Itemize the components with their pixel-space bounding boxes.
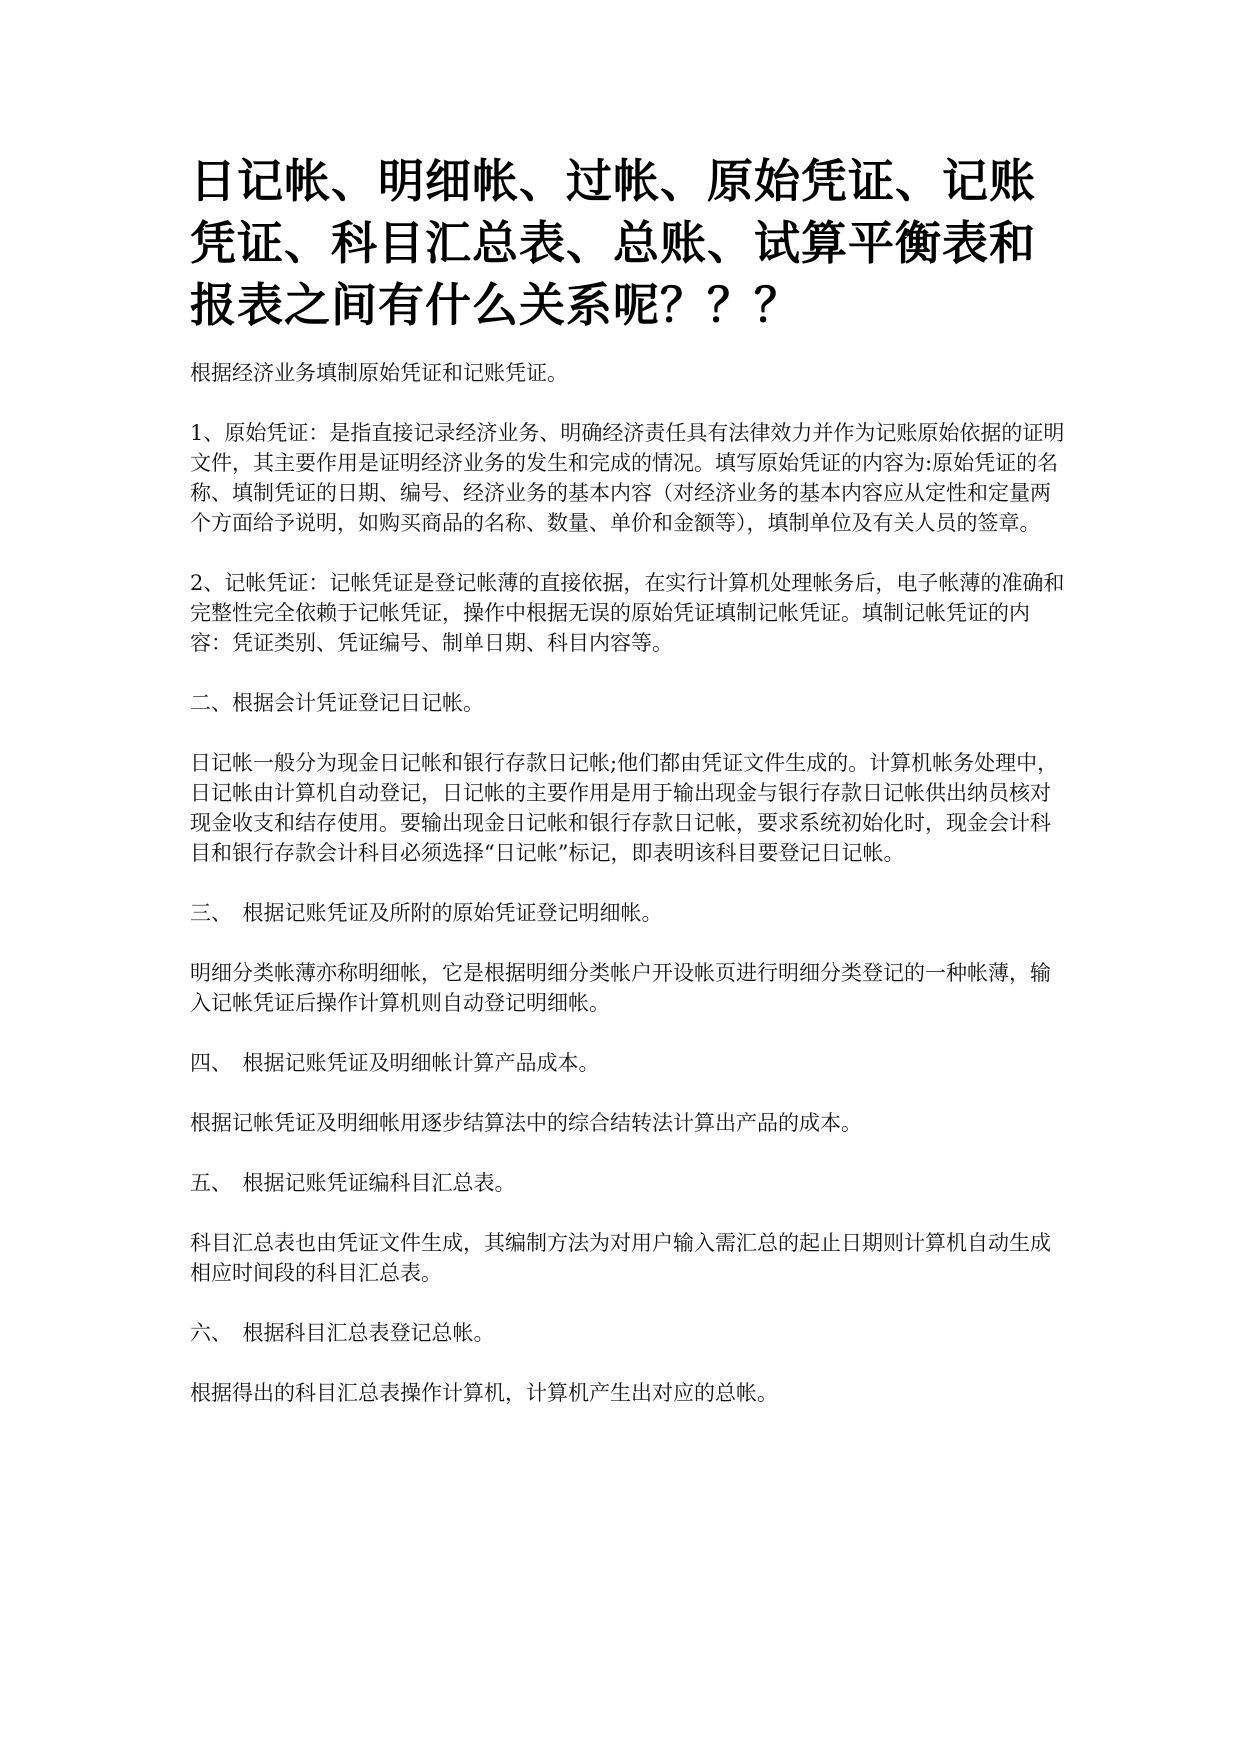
paragraph-account-summary: 科目汇总表也由凭证文件生成，其编制方法为对用户输入需汇总的起止日期则计算机自动生成相应时间段的科目汇总表。: [190, 1231, 1051, 1285]
section-heading-product-cost: 四、 根据记账凭证及明细帐计算产品成本。: [190, 1051, 600, 1075]
paragraph-intro: 根据经济业务填制原始凭证和记账凭证。: [190, 361, 568, 385]
paragraph-product-cost: 根据记帐凭证及明细帐用逐步结算法中的综合结转法计算出产品的成本。: [190, 1111, 862, 1135]
paragraph-subsidiary-ledger: 明细分类帐薄亦称明细帐，它是根据明细分类帐户开设帐页进行明细分类登记的一种帐薄，输入记帐凭证后操作计算机则自动登记明细帐。: [190, 961, 1051, 1015]
section-heading-journal: 二、根据会计凭证登记日记帐。: [190, 691, 484, 715]
document-title: 日记帐、明细帐、过帐、原始凭证、记账凭证、科目汇总表、总账、试算平衡表和报表之间有什么关系呢？？？: [190, 154, 1036, 332]
paragraph-original-voucher: 1、原始凭证：是指直接记录经济业务、明确经济责任具有法律效力并作为记账原始依据的证明文件，其主要作用是证明经济业务的发生和完成的情况。填写原始凭证的内容为:原始凭证的名称、填制凭证的日期、编号、经济业务的基本内容（对经济业务的基本内容应从定性和定量两个方面给予说明，如购买商品的名称、数量、单价和金额等），填制单位及有关人员的签章。: [190, 421, 1065, 535]
paragraph-general-ledger: 根据得出的科目汇总表操作计算机，计算机产生出对应的总帐。: [190, 1381, 778, 1405]
document-body: [190, 150, 1070, 1438]
paragraph-journal: 日记帐一般分为现金日记帐和银行存款日记帐;他们都由凭证文件生成的。计算机帐务处理中，日记帐由计算机自动登记，日记帐的主要作用是用于输出现金与银行存款日记帐供出纳员核对现金收支和结存使用。要输出现金日记帐和银行存款日记帐，要求系统初始化时，现金会计科目和银行存款会计科目必须选择“日记帐”标记，即表明该科目要登记日记帐。: [190, 751, 1059, 865]
section-heading-general-ledger: 六、 根据科目汇总表登记总帐。: [190, 1321, 495, 1345]
section-heading-subsidiary-ledger: 三、 根据记账凭证及所附的原始凭证登记明细帐。: [190, 901, 663, 925]
paragraph-accounting-voucher: 2、记帐凭证：记帐凭证是登记帐薄的直接依据，在实行计算机处理帐务后，电子帐薄的准确和完整性完全依赖于记帐凭证，操作中根据无误的原始凭证填制记帐凭证。填制记帐凭证的内容：凭证类别、凭证编号、制单日期、科目内容等。: [190, 571, 1065, 655]
section-heading-account-summary: 五、 根据记账凭证编科目汇总表。: [190, 1171, 516, 1195]
